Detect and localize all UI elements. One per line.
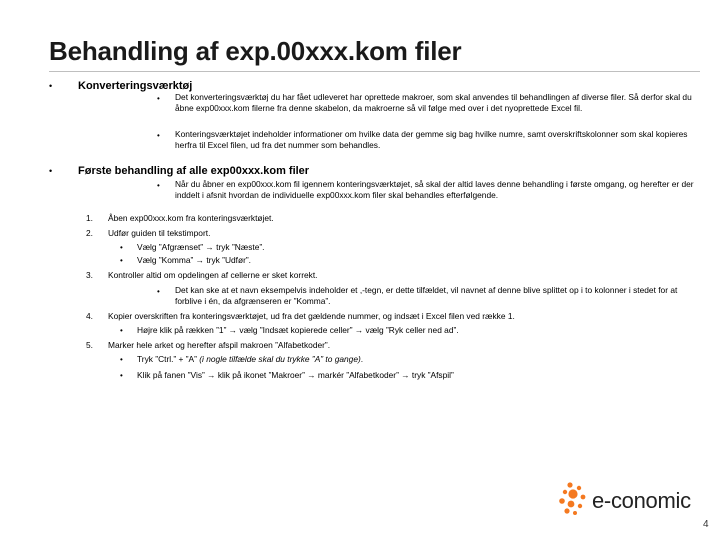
sub-bullet: • [120, 243, 123, 252]
step-number: 5. [86, 340, 93, 350]
section-bullet: • [49, 166, 53, 176]
step-sub-text [137, 354, 697, 365]
sub-bullet: • [157, 94, 160, 103]
section-bullet: • [49, 81, 53, 91]
sub-bullet: • [157, 181, 160, 190]
sub-bullet: • [157, 131, 160, 140]
step-sub-text: Klik på fanen ”Vis” → klik på ikonet ”Makroer” → markér ”Alfabetkoder” → tryk ”Afspil” [137, 370, 454, 380]
step-text: Udfør guiden til tekstimport. [108, 228, 211, 238]
step-number: 1. [86, 213, 93, 223]
step-number: 2. [86, 228, 93, 238]
section-heading: Første behandling af alle exp00xxx.kom filer [78, 165, 310, 177]
sub-bullet: • [120, 355, 123, 364]
sub-bullet: • [120, 326, 123, 335]
step-text: Kopier overskriften fra konteringsværktøjet, ud fra det gældende nummer, og indsæt i Excel filen ved række 1. [108, 311, 515, 321]
step-sub-text: Vælg ”Komma” → tryk ”Udfør”. [137, 255, 251, 265]
step-text: Åben exp00xxx.kom fra konteringsværktøjet. [108, 213, 274, 223]
page-number: 4 [703, 519, 709, 530]
step-sub-text: Det kan ske at et navn eksempelvis indeholder et ,-tegn, er dette tilfældet, vil navnet af denne blive splittet op i to kolonner i stedet for at forblive i én, da afgrænseren er ”Komma”. [175, 285, 678, 306]
step-number: 3. [86, 270, 93, 280]
step-sub-text: Højre klik på rækken ”1” → vælg ”Indsæt kopierede celler” → vælg ”Ryk celler ned ad”. [137, 325, 459, 335]
step-sub-text-part: . [360, 354, 364, 364]
step-sub-text: Vælg ”Afgrænset” → tryk ”Næste”. [137, 242, 265, 252]
sub-bullet: • [120, 371, 123, 380]
section-bullet-text: Når du åbner en exp00xxx.kom fil igennem konteringsværktøjet, så skal der altid laves denne behandling i første omgang, og herefter er der inddelt i afsnit hvordan de individuelle exp00xxx.kom filer skal behandles efterfølgende. [175, 179, 694, 200]
step-sub-note: (i nogle tilfælde skal du trykke ”A” to gange) [199, 354, 361, 364]
title-divider [49, 71, 700, 72]
slide-title: Behandling af exp.00xxx.kom filer [49, 36, 462, 66]
sub-bullet: • [120, 256, 123, 265]
step-number: 4. [86, 311, 93, 321]
sub-bullet: • [157, 287, 160, 296]
step-text: Kontroller altid om opdelingen af cellerne er sket korrekt. [108, 270, 318, 280]
step-sub-text-part: Tryk ”Ctrl.” + ”A” [137, 354, 197, 364]
section-bullet-text: Konteringsværktøjet indeholder informationer om hvilke data der gemme sig bag hvilke numre, samt overskriftskolonner som skal kopieres herfra til Excel filen, ud fra det nummer som behandles. [175, 129, 688, 150]
e-conomic-logo-icon [556, 479, 592, 519]
section-bullet-text: Det konverteringsværktøj du har fået udleveret har oprettede makroer, som skal anvendes til behandlingen af diverse filer. Så derfor skal du åbne exp00xxx.kom filerne fra denne skabelon, da makroerne så vil følge med over i det nyoprettede Excel fil. [175, 92, 692, 113]
section-heading: Konverteringsværktøj [78, 80, 193, 92]
step-text: Marker hele arket og herefter afspil makroen ”Alfabetkoder”. [108, 340, 331, 350]
e-conomic-logo-text: e-conomic [592, 488, 691, 513]
